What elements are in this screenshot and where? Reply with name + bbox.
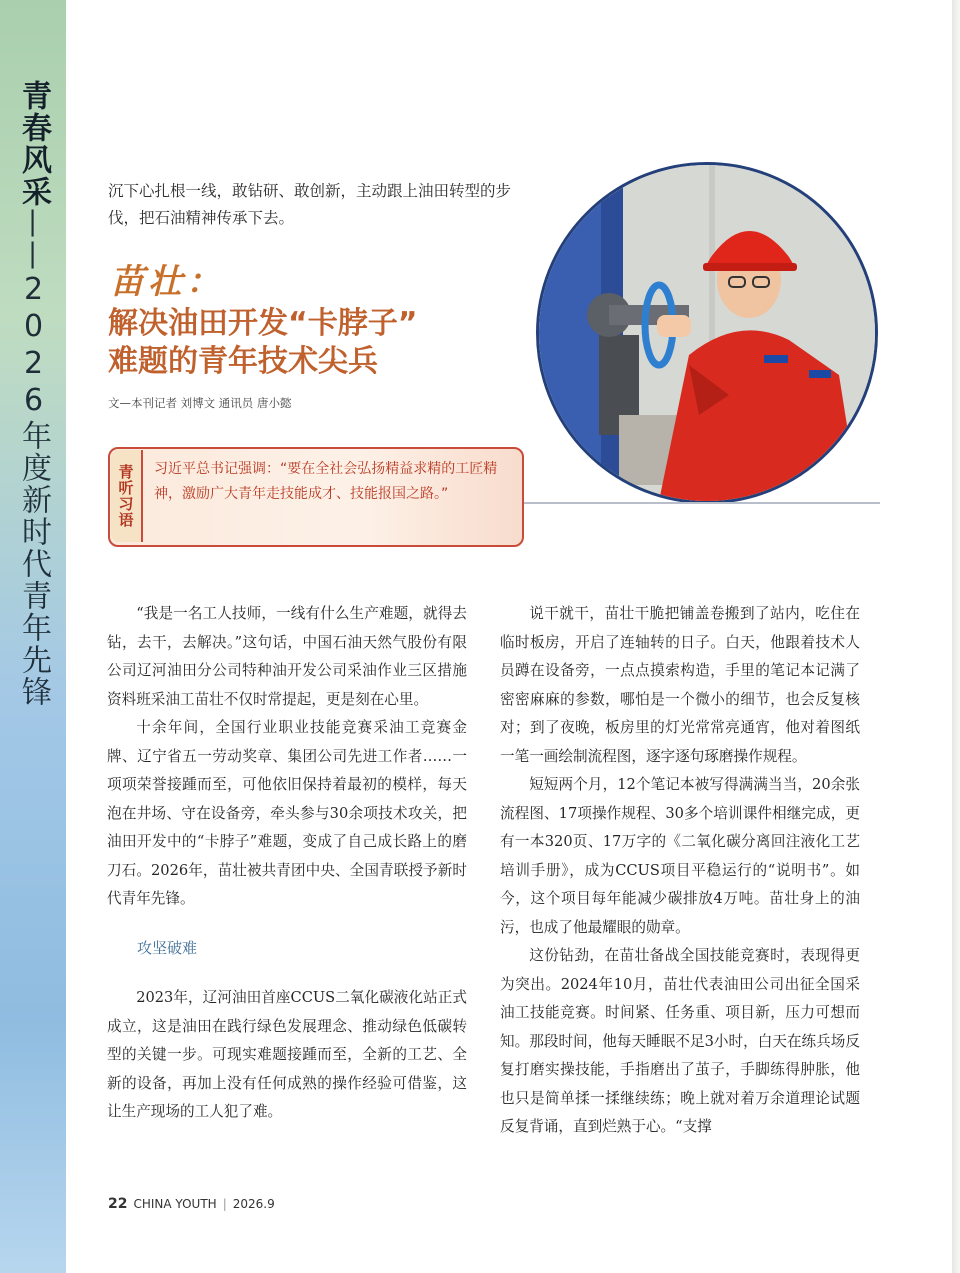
article-column-left [107, 600, 467, 1127]
portrait-photo [536, 162, 878, 504]
magazine-name: CHINA YOUTH [133, 1197, 217, 1211]
paragraph: “我是一名工人技师，一线有什么生产难题，就得去钻，去干，去解决。”这句话，中国石油天然气股份有限公司辽河油田分公司特种油开发公司采油作业三区措施资料班采油工苗壮不仅时常提起，更是刻在心里。 [107, 605, 467, 708]
side-banner-text [14, 80, 52, 708]
page-edge [952, 0, 960, 1273]
divider-line [520, 502, 880, 504]
paragraph: 短短两个月，12个笔记本被写得满满当当，20余张流程图、17项操作规程、30多个培训课件相继完成，更有一本320页、17万字的《二氧化碳分离回注液化工艺培训手册》，成为CCUS项目平稳运行的“说明书”。如今，这个项目每年能减少碳排放4万吨。苗壮身上的油污，也成了他最耀眼的勋章。 [500, 776, 860, 936]
worker-illustration [539, 165, 875, 501]
paragraph: 十余年间，全国行业职业技能竞赛采油工竞赛金牌、辽宁省五一劳动奖章、集团公司先进工作者……一项项荣誉接踵而至，可他依旧保持着最初的模样，每天泡在井场、守在设备旁，牵头参与30余项技术攻关，把油田开发中的“卡脖子”难题，变成了自己成长路上的磨刀石。2026年，苗壮被共青团中央、全国青联授予新时代青年先锋。 [107, 719, 467, 907]
footer-separator: | [222, 1197, 227, 1211]
headline-line-1: 解决油田开发“卡脖子” [108, 306, 418, 341]
article-column-right [500, 600, 860, 1142]
quote-text: 习近平总书记强调：“要在全社会弘扬精益求精的工匠精神，激励广大青年走技能成才、技能报国之路。” [154, 461, 498, 502]
page-number: 22 [108, 1196, 128, 1212]
column-name: 青春风采 [16, 80, 51, 208]
intro-text: 沉下心扎根一线，敢钻研、敢创新，主动跟上油田转型的步伐，把石油精神传承下去。 [108, 182, 512, 227]
issue-number: 2026.9 [232, 1197, 275, 1211]
headline-line-2: 难题的青年技术尖兵 [108, 344, 378, 379]
side-banner [0, 0, 66, 1273]
page-footer [108, 1196, 275, 1212]
person-name-title: 苗壮： [110, 262, 224, 302]
paragraph: 说干就干，苗壮干脆把铺盖卷搬到了站内，吃住在临时板房，开启了连轴转的日子。白天，他跟着技术人员蹲在设备旁，一点点摸索构造，手里的笔记本记满了密密麻麻的参数，哪怕是一个微小的细节，也会反复核对；到了夜晚，板房里的灯光常常亮通宵，他对着图纸一笔一画绘制流程图，逐字逐句琢磨操作规程。 [500, 605, 860, 765]
banner-dash: —— [16, 208, 51, 272]
paragraph: 这份钻劲，在苗壮备战全国技能竞赛时，表现得更为突出。2024年10月，苗壮代表油田公司出征全国采油工技能竞赛。时间紧、任务重、项目新，压力可想而知。那段时间，他每天睡眠不足3小时，白天在练兵场反复打磨实操技能，手指磨出了茧子，手脚练得肿胀，他也只是简单揉一揉继续练；晚上就对着万余道理论试题反复背诵，直到烂熟于心。“支撑 [500, 947, 860, 1135]
article-headline [108, 305, 528, 381]
banner-subtitle: 2026年度新时代青年先锋 [16, 272, 51, 708]
byline: 文—本刊记者 刘博文 通讯员 唐小懿 [108, 396, 292, 410]
paragraph: 2023年，辽河油田首座CCUS二氧化碳液化站正式成立，这是油田在践行绿色发展理念、推动绿色低碳转型的关键一步。可现实难题接踵而至，全新的工艺、全新的设备，再加上没有任何成熟的操作经验可借鉴，这让生产现场的工人犯了难。 [107, 989, 467, 1120]
section-subhead: 攻坚破难 [137, 938, 198, 957]
quote-tag: 青听习语 [111, 450, 143, 542]
